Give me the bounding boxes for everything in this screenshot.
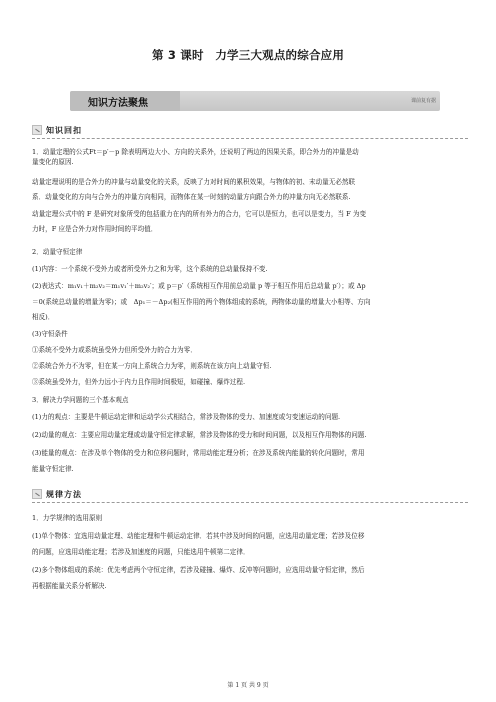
banner-title: 知识方法聚焦 <box>88 98 148 109</box>
text-line: ②系统合外力不为零，但在某一方向上系统合力为零，则系统在该方向上动量守恒. <box>32 362 272 370</box>
text-line: (1)内容：一个系统不受外力或者所受外力之和为零，这个系统的总动量保持不变. <box>32 265 268 273</box>
text-line: 系．动量变化的方向与合外力的冲量方向相同，而物体在某一时刻的动量方向跟合外力的冲量方向无必然联系. <box>32 193 351 201</box>
section-label: 规律方法 <box>46 489 82 499</box>
text-line: 相反)． <box>32 313 55 321</box>
text-line: (2)动量的观点：主要应用动量定理或动量守恒定律求解，常涉及物体的受力和时间问题，以及相互作用物体的问题. <box>32 431 367 439</box>
section-heading-methods <box>32 488 82 500</box>
text-line: 动量定理说明的是合外力的冲量与动量变化的关系，反映了力对时间的累积效果，与物体的初、末动量无必然联 <box>32 178 356 186</box>
text-line: 能量守恒定律. <box>32 465 74 473</box>
text-line: 的问题，应选用动能定理；若涉及加速度的问题，只能选用牛顿第二定律． <box>32 548 250 556</box>
section-divider <box>32 502 468 503</box>
section-label: 知识回扣 <box>46 125 82 135</box>
banner-note: 课前复有据 <box>410 98 436 104</box>
text-line: ①系统不受外力或系统虽受外力但所受外力的合力为零． <box>32 346 197 354</box>
text-line: (2)表达式：m₁v₁＋m₂v₂＝m₁v₁′＋m₂v₂′；或 p＝p′（系统相互作用前总动量 p 等于相互作用后总动量 p′）；或 Δp <box>32 282 366 290</box>
pencil-icon <box>32 125 42 135</box>
text-line: 力时，F 应是合外力对作用时间的平均值． <box>32 225 158 233</box>
text-line: 1．动量定理的公式Ft＝p′－p 除表明两边大小、方向的关系外，还说明了两边的因果关系，即合外力的冲量是动 <box>32 148 359 156</box>
text-line: (1)单个物体：宜选用动量定理、动能定理和牛顿运动定律．若其中涉及时间的问题，应选用动量定理；若涉及位移 <box>32 532 365 540</box>
pencil-icon <box>32 489 42 499</box>
text-line: ＝0(系统总动量的增量为零)；或 Δp₁＝－Δp₂(相互作用的两个物体组成的系统，两物体动量的增量大小相等、方向 <box>32 298 371 306</box>
section-banner <box>70 91 440 111</box>
text-line: 1．力学规律的选用原则 <box>32 514 103 522</box>
text-line: (1)力的观点：主要是牛顿运动定律和运动学公式相结合，常涉及物体的受力、加速度或匀变速运动的问题. <box>32 413 341 421</box>
text-line: ③系统虽受外力，但外力远小于内力且作用时间极短，如碰撞、爆炸过程. <box>32 378 246 386</box>
page-footer: 第 1 页 共 9 页 <box>227 682 269 689</box>
section-divider <box>32 138 468 139</box>
text-line: 2．动量守恒定律 <box>32 248 83 256</box>
section-heading-knowledge <box>32 124 82 136</box>
page-title: 第 3 课时 力学三大观点的综合应用 <box>151 48 345 62</box>
text-line: 量变化的原因. <box>32 158 74 166</box>
text-line: (2)多个物体组成的系统：优先考虑两个守恒定律，若涉及碰撞、爆炸、反冲等问题时，应选用动量守恒定律，然后 <box>32 566 365 574</box>
text-line: (3)守恒条件 <box>32 330 68 338</box>
text-line: (3)能量的观点：在涉及单个物体的受力和位移问题时，常用动能定理分析；在涉及系统内能量的转化问题时，常用 <box>32 449 365 457</box>
text-line: 动量定理公式中的 F 是研究对象所受的包括重力在内的所有外力的合力，它可以是恒力，也可以是变力，当 F 为变 <box>32 210 367 218</box>
text-line: 3．解决力学问题的三个基本观点 <box>32 396 129 404</box>
text-line: 再根据能量关系分析解决. <box>32 582 107 590</box>
